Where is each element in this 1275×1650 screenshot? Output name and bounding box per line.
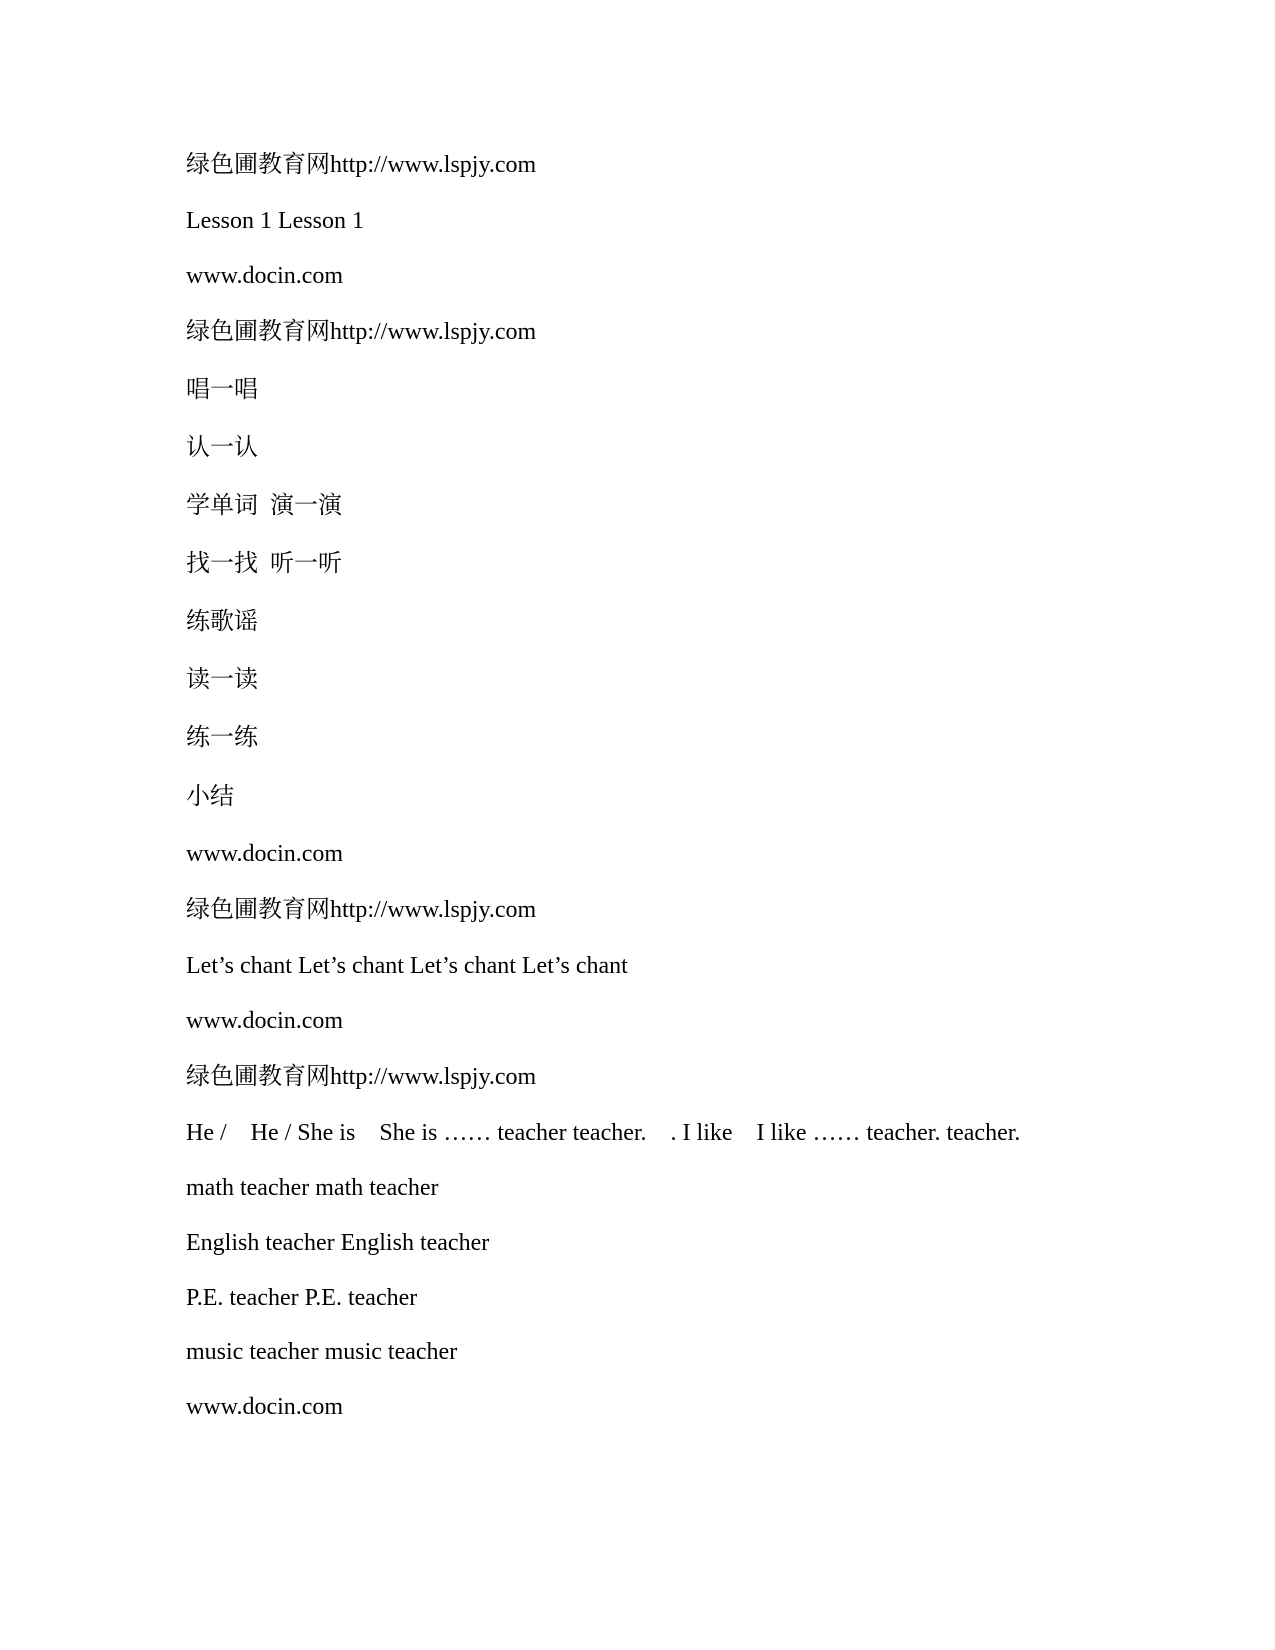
chant-line: Let’s chant Let’s chant Let’s chant Let’s chant	[186, 953, 628, 979]
source-url: www.docin.com	[186, 263, 344, 289]
lesson-title: Lesson 1 Lesson 1	[186, 208, 364, 234]
site-header-line: 绿色圃教育网http://www.lspjy.com	[186, 319, 537, 345]
vocab-music-teacher: music teacher music teacher	[186, 1339, 458, 1365]
activity-read: 读一读	[186, 667, 258, 693]
sentence-pattern-line: He / He / She is She is …… teacher teacher. . I like I like …… teacher. teacher.	[186, 1120, 1021, 1146]
source-url: www.docin.com	[186, 841, 344, 867]
activity-summary: 小结	[186, 784, 234, 810]
source-url: www.docin.com	[186, 1394, 344, 1420]
vocab-math-teacher: math teacher math teacher	[186, 1175, 439, 1201]
site-header-line: 绿色圃教育网http://www.lspjy.com	[186, 1064, 537, 1090]
vocab-pe-teacher: P.E. teacher P.E. teacher	[186, 1285, 418, 1311]
vocab-english-teacher: English teacher English teacher	[186, 1230, 490, 1256]
site-header-line: 绿色圃教育网http://www.lspjy.com	[186, 897, 537, 923]
activity-recognize: 认一认	[186, 435, 258, 461]
activity-chant: 练歌谣	[186, 609, 258, 635]
source-url: www.docin.com	[186, 1008, 344, 1034]
site-header-line: 绿色圃教育网http://www.lspjy.com	[186, 152, 537, 178]
activity-find-listen: 找一找 听一听	[186, 551, 342, 577]
activity-practice: 练一练	[186, 725, 258, 751]
activity-words-act: 学单词 演一演	[186, 493, 342, 519]
activity-sing: 唱一唱	[186, 377, 258, 403]
